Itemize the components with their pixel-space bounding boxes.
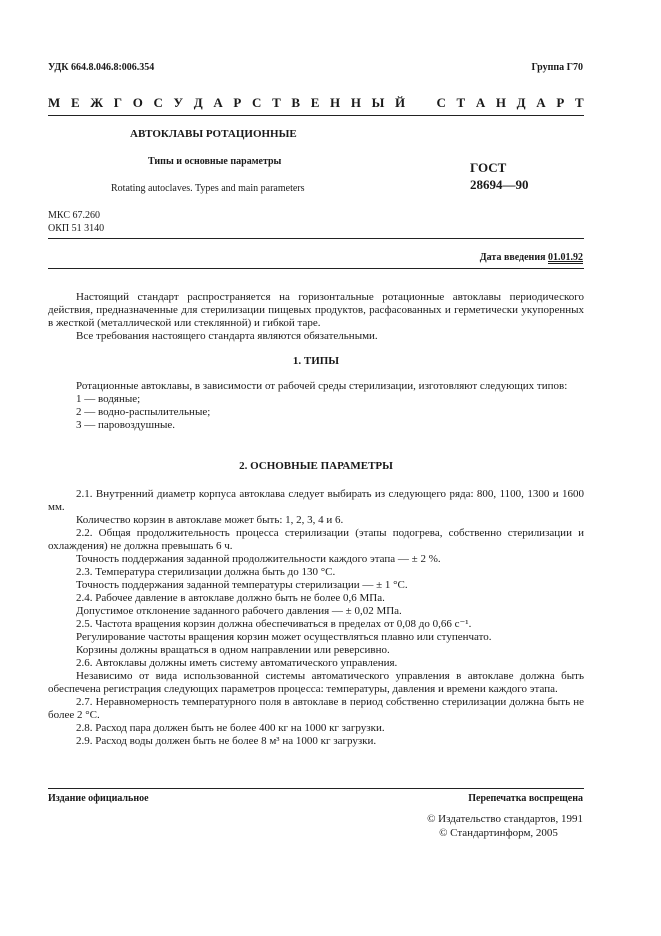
banner-letter: Н [330,95,341,110]
banner-letter: Т [272,95,281,110]
banner-letter: Р [556,95,565,110]
banner-letter: Ы [371,95,385,110]
banner-letter: В [291,95,301,110]
parameters-section [48,488,584,748]
parameter-paragraph: 2.3. Температура стерилизации должна быть до 130 °С. [76,566,336,578]
intro-date-value: 01.01.92 [548,252,583,263]
banner-letter: Н [350,95,361,110]
codes-rule [48,238,584,239]
classification-codes [48,209,104,235]
parameter-paragraph: Точность поддержания заданной температуры стерилизации — ± 1 °С. [76,579,408,591]
standard-subtitle: Типы и основные параметры [148,156,282,167]
parameter-paragraph: Точность поддержания заданной продолжительности каждого этапа — ± 2 %. [76,553,441,565]
header-rule [48,115,584,116]
banner-letter: О [132,95,143,110]
banner-letter: У [173,95,184,110]
banner-letter: Р [233,95,242,110]
parameter-paragraph: Независимо от вида использованной системы автоматического управления в автоклаве должна быть обеспечена регистрация следующих параметров процесса: температуры, давления и времени каждого этапа. [48,670,584,695]
copyright-line: © Издательство стандартов, 1991 [427,813,583,825]
banner-letter: М [48,95,61,110]
section-heading-parameters: 2. ОСНОВНЫЕ ПАРАМЕТРЫ [239,460,393,472]
parameter-paragraph: 2.1. Внутренний диаметр корпуса автоклава следует выбирать из следующего ряда: 800, 1100, 1300 и 1600 мм. [48,488,584,513]
banner-letter: А [475,95,486,110]
parameter-paragraph: 2.8. Расход пара должен быть не более 400 кг на 1000 кг загрузки. [76,722,385,734]
gost-label: ГОСТ [470,160,507,175]
type-item: 2 — водно-распылительные; [76,406,211,418]
gost-designation [470,159,529,193]
interstate-standard-banner [48,95,584,111]
banner-letter: А [213,95,223,110]
banner-letter: Н [495,95,507,110]
banner-letter: А [536,95,546,110]
group-code: Группа Г70 [531,62,583,73]
date-rule [48,268,584,269]
parameter-paragraph: 2.5. Частота вращения корзин должна обеспечиваться в пределах от 0,08 до 0,66 с⁻¹. [76,618,472,630]
english-title: Rotating autoclaves. Types and main parameters [111,183,305,194]
banner-letter: С [252,95,262,110]
parameter-paragraph: 2.7. Неравномерность температурного поля в автоклаве в период собственно стерилизации должна быть не более 2 °С. [48,696,584,721]
copyright-block [427,812,583,840]
okp-code: ОКП 51 3140 [48,223,105,234]
reprint-notice: Перепечатка воспрещена [468,793,583,804]
parameter-paragraph: 2.6. Автоклавы должны иметь систему автоматического управления. [76,657,398,669]
banner-letter: Д [516,95,526,110]
parameter-paragraph: Количество корзин в автоклаве может быть: 1, 2, 3, 4 и 6. [76,514,344,526]
parameter-paragraph: Регулирование частоты вращения корзин может осуществляться плавно или ступенчато. [76,631,492,643]
footer-rule [48,788,584,789]
official-edition: Издание официальное [48,793,149,804]
intro-date-label: Дата введения [479,252,546,263]
parameter-paragraph: 2.9. Расход воды должен быть не более 8 м³ на 1000 кг загрузки. [76,735,377,747]
standard-title: АВТОКЛАВЫ РОТАЦИОННЫЕ [130,128,297,140]
banner-word-gap [416,95,426,111]
banner-letter: С [153,95,163,110]
banner-letter: Й [395,95,406,110]
parameter-paragraph: Корзины должны вращаться в одном направлении или реверсивно. [76,644,390,656]
udc-code: УДК 664.8.046.8:006.354 [48,62,155,73]
banner-letter: Е [70,95,80,110]
intro-paragraph: Настоящий стандарт распространяется на горизонтальные ротационные автоклавы периодического действия, предназначенные для стерилизации пищевых продуктов, расфасованных и герметически укупоренных в жесткой (металлической или стеклянной) и гибкой таре. [48,291,584,329]
copyright-line: © Стандартинформ, 2005 [439,827,558,839]
banner-letter: Е [310,95,320,110]
type-item: 3 — паровоздушные. [76,419,176,431]
banner-letter: С [436,95,446,110]
types-section [48,380,584,432]
banner-letter: Г [113,95,123,110]
section-heading-types: 1. ТИПЫ [292,355,340,367]
types-lead: Ротационные автоклавы, в зависимости от рабочей среды стерилизации, изготовляют следующих типов: [76,380,568,392]
mks-code: МКС 67.260 [48,210,100,221]
banner-letter: Т [574,95,584,110]
gost-number: 28694—90 [470,177,529,192]
parameter-paragraph: 2.4. Рабочее давление в автоклаве должно быть не более 0,6 МПа. [76,592,385,604]
type-item: 1 — водяные; [76,393,141,405]
introduction-date [480,252,583,263]
intro-text [48,291,584,343]
parameter-paragraph: Допустимое отклонение заданного рабочего давления — ± 0,02 МПа. [76,605,402,617]
parameter-paragraph: 2.2. Общая продолжительность процесса стерилизации (этапы подогрева, собственно стерилизации и охлаждения) не должна превышать 6 ч. [48,527,584,552]
banner-letter: Д [193,95,203,110]
intro-paragraph: Все требования настоящего стандарта являются обязательными. [76,330,378,342]
banner-letter: Т [456,95,466,110]
banner-letter: Ж [90,95,104,110]
